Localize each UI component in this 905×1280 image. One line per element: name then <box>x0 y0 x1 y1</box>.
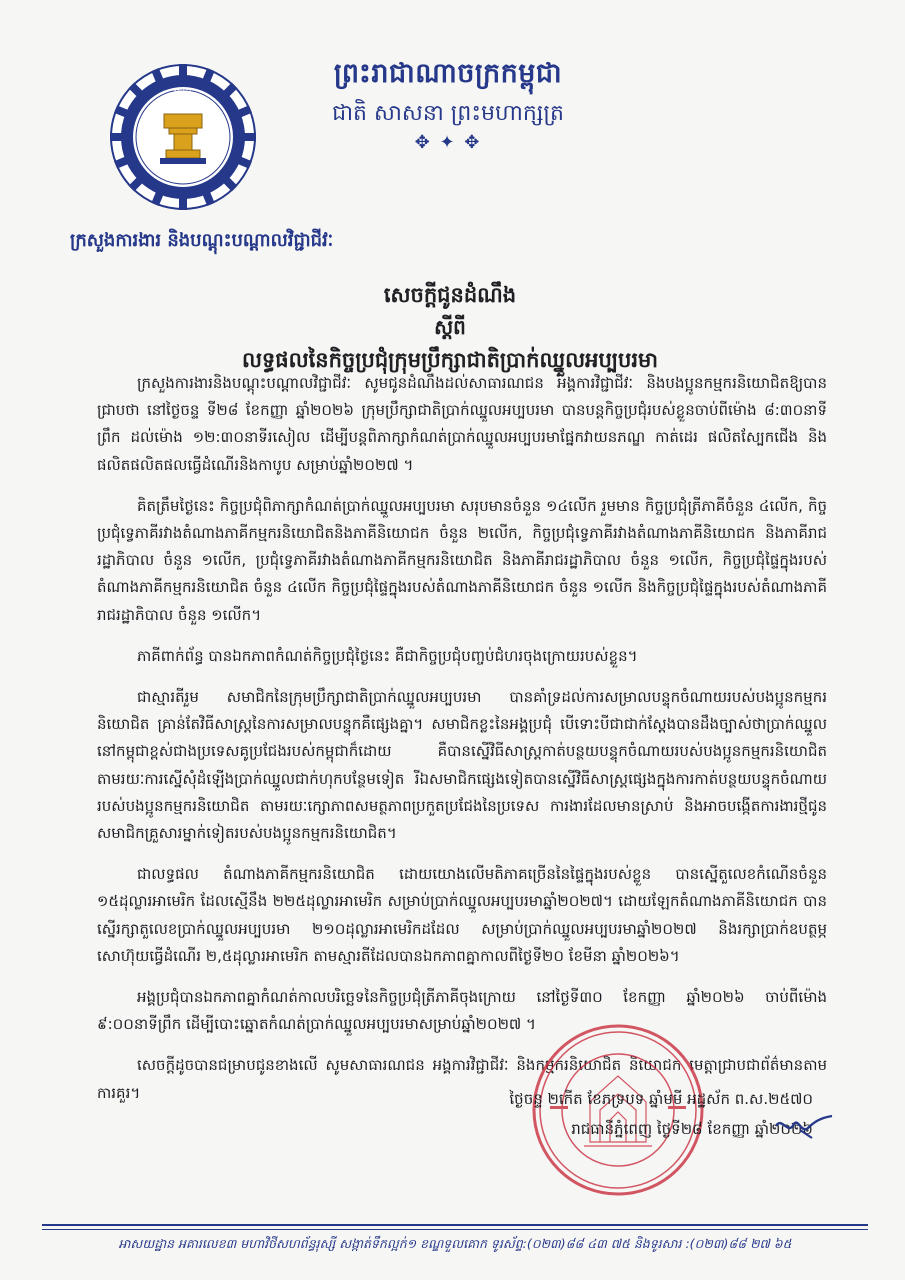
header-ornament: ✥ ✦ ✥ <box>414 132 482 153</box>
paragraph: ក្រសួងការងារនិងបណ្តុះបណ្តាលវិជ្ជាជីវៈ សូមជូនដំណឹងដល់សាធារណជន អង្គការវិជ្ជាជីវៈ និងបងប្អូនកម្មករនិយោជិតឱ្យបានជ្រាបថា នៅថ្ងៃចន្ទ ទី២៨ ខែកញ្ញា ឆ្នាំ២០២៦ ក្រុមប្រឹក្សាជាតិប្រាក់ឈ្នួលអប្បបរមា បានបន្តកិច្ចប្រជុំរបស់ខ្លួនចាប់ពីម៉ោង ៨:៣០នាទីព្រឹក ដល់ម៉ោង ១២:៣០នាទីរសៀល ដើម្បីបន្តពិភាក្សាកំណត់ប្រាក់ឈ្នួលអប្បបរមាផ្នែកវាយនភណ្ឌ កាត់ដេរ ផលិតស្បែកជើង និងផលិតផលិតផលធ្វើដំណើរនិងកាបូប សម្រាប់ឆ្នាំ២០២៧ ។ <box>97 374 827 474</box>
signature <box>772 1112 836 1142</box>
footer-divider-thin <box>42 1229 868 1230</box>
place-and-date: រាជធានីភ្នំពេញ ថ្ងៃទី២៨ ខែកញ្ញា ឆ្នាំ២០២៦ <box>571 1120 813 1138</box>
paragraph: គិតត្រឹមថ្ងៃនេះ កិច្ចប្រជុំពិភាក្សាកំណត់ប្រាក់ឈ្នួលអប្បបរមា សរុបមានចំនួន ១៤លើក រួមមាន កិច្ចប្រជុំត្រីភាគីចំនួន ៤លើក, កិច្ចប្រជុំទ្វេភាគីរវាងតំណាងភាគីកម្មករនិយោជិតនិងភាគីនិយោជក ចំនួន ២លើក, កិច្ចប្រជុំទ្វេភាគីរវាងតំណាងភាគីនិយោជក និងភាគីរាជរដ្ឋាភិបាល ចំនួន ១លើក, ប្រជុំទ្វេភាគីរវាងតំណាងភាគីកម្មករនិយោជិត និងភាគីរាជរដ្ឋាភិបាល ចំនួន ១លើក, កិច្ចប្រជុំផ្ទៃក្នុងរបស់តំណាងភាគីកម្មករនិយោជិត ចំនួន ៤លើក កិច្ចប្រជុំផ្ទៃក្នុងរបស់តំណាងភាគីនិយោជក ចំនួន ១លើក និងកិច្ចប្រជុំផ្ទៃក្នុងរបស់តំណាងភាគីរាជរដ្ឋាភិបាល ចំនួន ១លើក។ <box>97 496 827 624</box>
paragraph: ជាលទ្ធផល តំណាងភាគីកម្មករនិយោជិត ដោយយោងលើមតិភាគច្រើននៃផ្ទៃក្នុងរបស់ខ្លួន បានស្នើតួលេខកំណើនចំនួន ១៥ដុល្លារអាមេរិក ដែលស្មើនឹង ២២៥ដុល្លារអាមេរិក សម្រាប់ប្រាក់ឈ្នួលអប្បបរមាឆ្នាំ២០២៧។ ដោយឡែកតំណាងភាគីនិយោជក បានស្នើរក្សាតួលេខប្រាក់ឈ្នួលអប្បបរមា ២១០ដុល្លារអាមេរិកដដែល សម្រាប់ប្រាក់ឈ្នួលអប្បបរមាឆ្នាំ២០២៧ និងរក្សាប្រាក់ឧបត្ថម្ភសោហ៊ុយធ្វើដំណើរ ២,៥ដុល្លារអាមេរិក តាមស្មារតីដែលបានឯកភាពគ្នាកាលពីថ្ងៃទី២០ ខែមីនា ឆ្នាំ២០២៦។ <box>97 865 827 965</box>
logo-ring-text: MLVT <box>173 88 193 96</box>
announcement-subtitle: ស្តីពី <box>434 315 466 339</box>
footer-divider <box>42 1224 868 1226</box>
national-motto: ជាតិ សាសនា ព្រះមហាក្សត្រ <box>332 101 564 126</box>
announcement-topic: លទ្ធផលនៃកិច្ចប្រជុំក្រុមប្រឹក្សាជាតិប្រាក់ឈ្នួលអប្បបរមា <box>241 348 659 372</box>
paragraph: សេចក្តីដូចបានជម្រាបជូនខាងលើ សូមសាធារណជន អង្គការវិជ្ជាជីវៈ និងកម្មករនិយោជិត និយោជក មេត្តាជ្រាបជាព័ត៌មានតាមការគួរ។ <box>97 1056 827 1102</box>
paragraph: ជាស្មារតីរួម សមាជិកនៃក្រុមប្រឹក្សាជាតិប្រាក់ឈ្នួលអប្បបរមា បានគាំទ្រដល់ការសម្រាលបន្ទុកចំណាយរបស់បងប្អូនកម្មករនិយោជិត គ្រាន់តែវិធីសាស្ត្រនៃការសម្រាលបន្ទុកគឺផ្សេងគ្នា។ សមាជិកខ្លះនៃអង្គប្រជុំ បើទោះបីជាជាក់ស្តែងបានដឹងច្បាស់ថាប្រាក់ឈ្នួលនៅកម្ពុជាខ្ពស់ជាងប្រទេសគូប្រជែងរបស់កម្ពុជាក៏ដោយ គឺបានស្នើវិធីសាស្ត្រកាត់បន្ថយបន្ទុកចំណាយរបស់បងប្អូនកម្មករនិយោជិត តាមរយៈការស្នើសុំដំឡើងប្រាក់ឈ្នួលជាក់ហុកបន្ថែមទៀត រីឯសមាជិកផ្សេងទៀតបានស្នើវិធីសាស្ត្រផ្សេងក្នុងការកាត់បន្ថយបន្ទុកចំណាយរបស់បងប្អូនកម្មករនិយោជិត តាមរយៈក្សោភាពសមត្ថភាពប្រកួតប្រជែងនៃប្រទេស ការងារដែលមានស្រាប់ និងអាចបង្កើតការងារថ្មីជូនសមាជិកគ្រួសារម្នាក់ទៀតរបស់បងប្អូនកម្មករនិយោជិត។ <box>97 688 827 843</box>
ministry-logo <box>108 62 258 212</box>
signature-block <box>509 1084 813 1144</box>
announcement-titles <box>150 278 750 378</box>
footer-address: អាសយដ្ឋាន អគារលេខ៣ មហាវិថីសហព័ន្ធរុស្សី សង្កាត់ទឹកល្អក់១ ខណ្ឌទួលគោក ទូរស័ព្ទ:(០២៣)៨៨ ៤៣ ៧៥ និងទូរសារ :(០២៣)៨៨ ២៧ ៦៥ <box>118 1236 792 1251</box>
announcement-body <box>97 370 827 1121</box>
ministry-name: ក្រសួងការងារ និងបណ្តុះបណ្តាលវិជ្ជាជីវៈ <box>70 230 334 251</box>
kingdom-header <box>318 54 578 154</box>
lunar-date: ថ្ងៃចន្ទ ២កើត ខែភទ្របទ ឆ្នាំមមី អដ្ឋស័ក ព.ស.២៥៧០ <box>509 1090 813 1108</box>
kingdom-title: ព្រះរាជាណាចក្រកម្ពុជា <box>333 58 563 89</box>
paragraph: ភាគីពាក់ព័ន្ធ បានឯកភាពកំណត់កិច្ចប្រជុំថ្ងៃនេះ គឺជាកិច្ចប្រជុំបញ្ចប់ជំហរចុងក្រោយរបស់ខ្លួន។ <box>137 646 638 665</box>
paragraph: អង្គប្រជុំបានឯកភាពគ្នាកំណត់កាលបរិច្ឆេទនៃកិច្ចប្រជុំត្រីភាគីចុងក្រោយ នៅថ្ងៃទី៣០ ខែកញ្ញា ឆ្នាំ២០២៦ ចាប់ពីម៉ោង ៩:០០នាទីព្រឹក ដើម្បីបោះឆ្នោតកំណត់ប្រាក់ឈ្នួលអប្បបរមាសម្រាប់ឆ្នាំ២០២៧ ។ <box>97 988 827 1034</box>
announcement-title: សេចក្តីជូនដំណឹង <box>383 283 517 307</box>
